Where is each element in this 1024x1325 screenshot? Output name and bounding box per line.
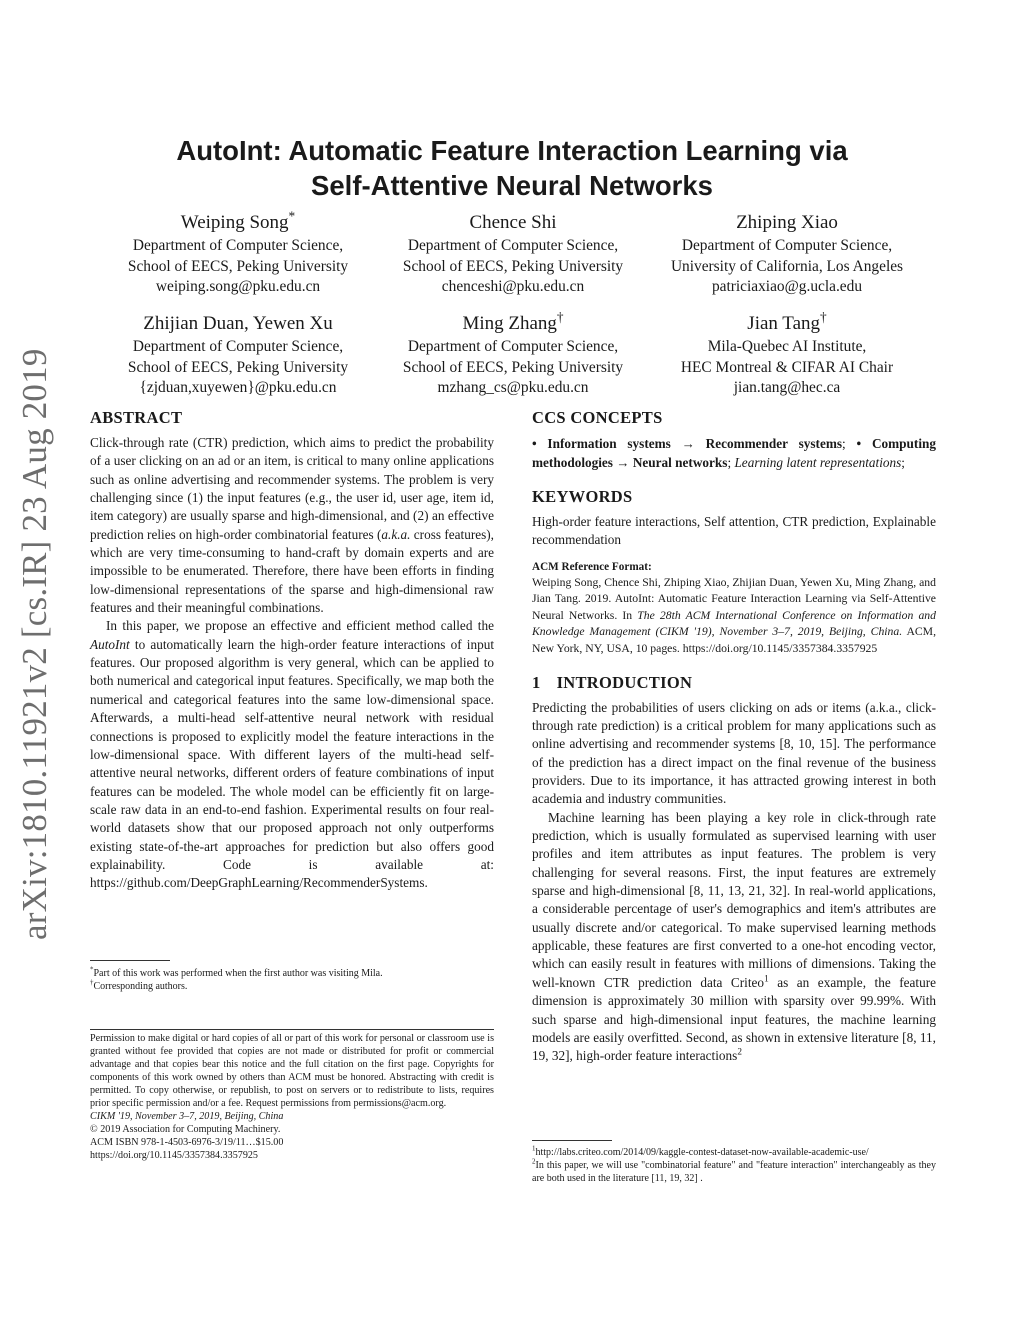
author-block xyxy=(642,311,932,399)
venue-line: CIKM '19, November 3–7, 2019, Beijing, China xyxy=(90,1110,284,1122)
author-block xyxy=(642,210,932,298)
author-affiliation: Department of Computer Science, xyxy=(132,338,344,355)
author-block xyxy=(93,210,383,298)
title-line-1: AutoInt: Automatic Feature Interaction Learning via xyxy=(176,135,848,166)
author-affiliation: School of EECS, Peking University xyxy=(127,358,349,376)
author-affiliation: Department of Computer Science, xyxy=(407,237,619,254)
author-affiliation: School of EECS, Peking University xyxy=(402,257,624,275)
author-email: mzhang_cs@pku.edu.cn xyxy=(437,379,589,396)
acm-ref-heading: ACM Reference Format: xyxy=(532,560,652,573)
footnote: †Corresponding authors. xyxy=(90,978,188,992)
abstract-section xyxy=(90,407,494,893)
isbn-line: ACM ISBN 978-1-4503-6976-3/19/11…$15.00 xyxy=(90,1136,284,1148)
author-block xyxy=(93,311,383,399)
author-name: Zhijian Duan, Yewen Xu xyxy=(143,313,333,334)
permission-text: Permission to make digital or hard copies of all or part of this work for personal or classroom use is granted without fee provided that copies are not made or distributed for profit or commercial advantage and that copies bear this notice and the full citation on the first page. Copyrights for components of this work owned by others than ACM must be honored. Abstracting with credit is permitted. To copy otherwise, or republish, to post on servers or to redistribute to lists, requires prior specific permission and/or a fee. Request permissions from permissions@acm.org. xyxy=(90,1033,494,1109)
author-affiliation: Department of Computer Science, xyxy=(132,237,344,254)
footnote: *Part of this work was performed when the first author was visiting Mila. xyxy=(90,965,383,979)
footnotes-right xyxy=(532,1146,936,1185)
ccs-heading: CCS CONCEPTS xyxy=(532,408,663,427)
keywords-heading: KEYWORDS xyxy=(532,487,633,506)
permission-rule xyxy=(90,1029,494,1030)
abstract-heading: ABSTRACT xyxy=(90,408,183,427)
author-affiliation: HEC Montreal & CIFAR AI Chair xyxy=(680,358,894,376)
author-name: Jian Tang† xyxy=(747,309,827,334)
footnote-rule xyxy=(90,960,170,961)
author-block xyxy=(368,210,658,298)
footnote: $^2$In this paper, we will use "combinatorial feature" and "feature interaction" interchangeably as they are both used in the literature [11, 19, 32] . xyxy=(532,1157,936,1184)
author-block xyxy=(368,311,658,399)
title-line-2: Self-Attentive Neural Networks xyxy=(311,170,713,201)
arxiv-stamp: arXiv:1810.11921v2 [cs.IR] 23 Aug 2019 xyxy=(15,348,54,940)
acm-ref-text: Weiping Song, Chence Shi, Zhiping Xiao, Zhijian Duan, Yewen Xu, Ming Zhang, and Jian Tang. 2019. AutoInt: Automatic Feature Interaction Learning via Self-Attentive Neural Networks. In The 28th ACM International Conference on Information and Knowledge Management (CIKM '19), November 3–7, 2019, Beijing, China. ACM, New York, NY, USA, 10 pages. https://doi.org/10.1145/3357384.3357925 xyxy=(532,575,936,656)
paper-title xyxy=(100,133,924,203)
intro-paragraph: Predicting the probabilities of users clicking on ads or items (a.k.a., click-through rate prediction) is a critical problem for many applications such as online advertising and recommender systems [8, 10, 15]. The performance of the prediction has a direct impact on the final revenue of the business providers. Due to its importance, it has attracted growing interest in both academia and industry communities. xyxy=(532,699,936,807)
footnote: $^1$http://labs.criteo.com/2014/09/kaggle-contest-dataset-now-available-academic-use/ xyxy=(532,1144,869,1158)
author-name: Ming Zhang† xyxy=(462,309,564,334)
right-column xyxy=(532,407,936,1066)
ccs-concepts: • Information systems → Recommender systems; • Computing methodologies → Neural networks; Learning latent representations; xyxy=(532,436,936,470)
author-affiliation: Department of Computer Science, xyxy=(407,338,619,355)
keywords-text: High-order feature interactions, Self attention, CTR prediction, Explainable recommendation xyxy=(532,514,936,548)
author-affiliation: Department of Computer Science, xyxy=(681,237,893,254)
author-email: weiping.song@pku.edu.cn xyxy=(155,278,321,295)
author-affiliation: University of California, Los Angeles xyxy=(670,257,904,275)
author-affiliation: Mila-Quebec AI Institute, xyxy=(707,338,867,355)
footnote-rule xyxy=(532,1140,612,1141)
intro-heading: 1 INTRODUCTION xyxy=(532,672,693,692)
author-email: {zjduan,xuyewen}@pku.edu.cn xyxy=(139,379,337,396)
footnotes-left xyxy=(90,967,494,993)
abstract-paragraph: Click-through rate (CTR) prediction, which aims to predict the probability of a user clicking on an ad or an item, is critical to many online applications such as online advertising and recommender systems. The problem is very challenging since (1) the input features (e.g., the user id, user age, item id, item category) are usually sparse and high-dimensional, and (2) an effective prediction relies on high-order combinatorial features (a.k.a. cross features), which are very time-consuming to hand-craft by domain experts and are impossible to be enumerated. Therefore, there have been efforts in finding low-dimensional representations of the sparse and high-dimensional raw features and their meaningful combinations. xyxy=(90,435,494,616)
author-email: chenceshi@pku.edu.cn xyxy=(441,278,585,295)
author-affiliation: School of EECS, Peking University xyxy=(402,358,624,376)
permission-block xyxy=(90,1033,494,1163)
doi-line: https://doi.org/10.1145/3357384.3357925 xyxy=(90,1149,258,1161)
intro-paragraph: Machine learning has been playing a key role in click-through rate prediction, which is usually formulated as supervised learning with user profiles and item attributes as input features. The problem is very challenging for several reasons. First, the input features are extremely sparse and high-dimensional [8, 11, 13, 21, 32]. In real-world applications, a considerable percentage of user's demographics and item's attributes are usually discrete and/or categorical. To make supervised learning methods applicable, these features are first converted to a one-hot encoding vector, which can easily result in features with millions of dimensions. Taking the well-known CTR prediction data Criteo$^1$ as an example, the feature dimension is approximately 30 million with sparsity over 99.99%. With such sparse and high-dimensional input features, the machine learning models are easily overfitted. Second, as shown in extensive literature [8, 11, 19, 32], high-order feature interactions$^2$ xyxy=(532,809,937,1064)
copyright-line: © 2019 Association for Computing Machinery. xyxy=(90,1123,281,1135)
author-name: Chence Shi xyxy=(469,212,557,233)
abstract-paragraph: In this paper, we propose an effective and efficient method called the AutoInt to automatically learn the high-order feature interactions of input features. Our proposed algorithm is very general, which can be applied to both numerical and categorical input features. Specifically, we map both the numerical and categorical features into the same low-dimensional space. Afterwards, a multi-head self-attentive neural network with residual connections is proposed to explicitly model the feature interactions in the low-dimensional space. With different layers of the multi-head self-attentive neural networks, different orders of feature combinations of input features can be modeled. The whole model can be efficiently fit on large-scale raw data in an end-to-end fashion. Experimental results on four real-world datasets show that our proposed approach not only outperforms existing state-of-the-art approaches for prediction but also offers good explainability. Code is available at: https://github.com/DeepGraphLearning/RecommenderSystems. xyxy=(90,618,494,891)
author-email: patriciaxiao@g.ucla.edu xyxy=(711,278,863,295)
author-email: jian.tang@hec.ca xyxy=(733,379,841,396)
author-affiliation: School of EECS, Peking University xyxy=(127,257,349,275)
author-name: Zhiping Xiao xyxy=(736,212,838,233)
author-name: Weiping Song* xyxy=(180,208,296,233)
